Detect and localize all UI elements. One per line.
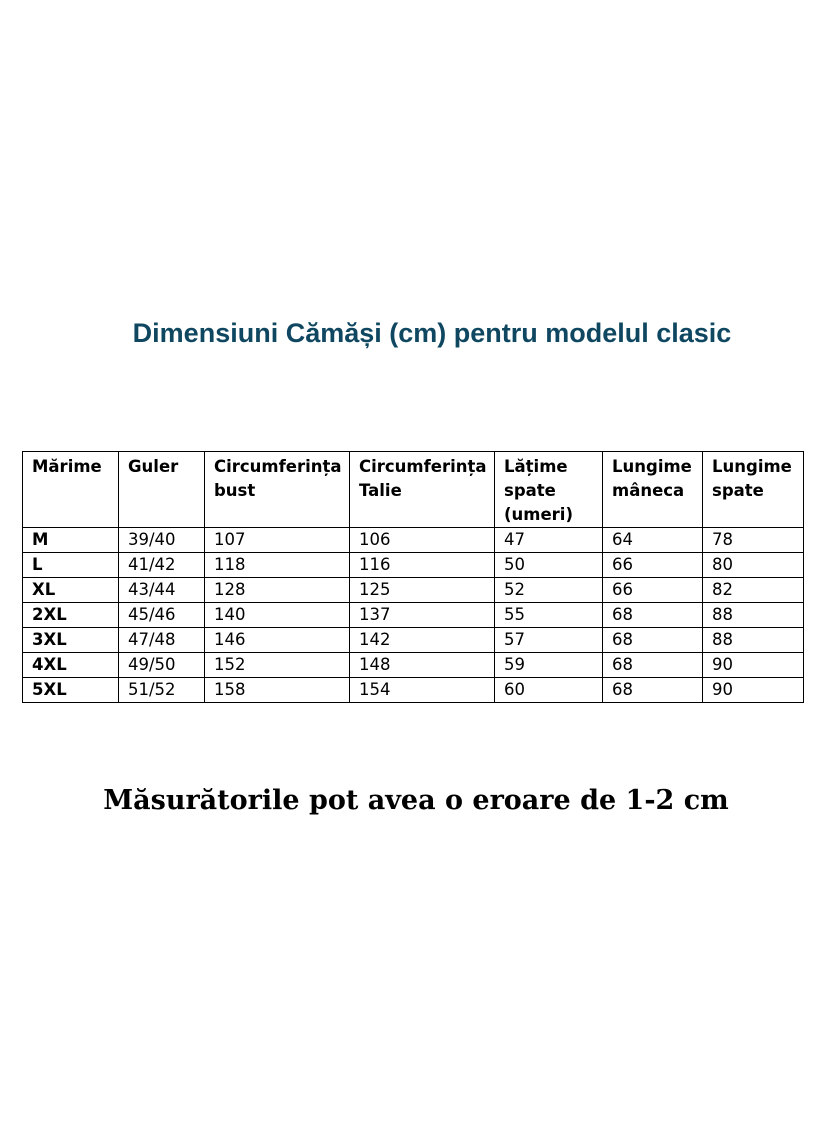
table-row — [23, 603, 804, 628]
cell-collar: 47/48 — [119, 628, 205, 653]
cell-size: 3XL — [23, 628, 119, 653]
table-header-row — [23, 452, 804, 528]
cell-chest: 146 — [205, 628, 350, 653]
size-chart-table — [22, 451, 804, 703]
cell-shoulder: 57 — [495, 628, 603, 653]
table-row — [23, 553, 804, 578]
header-back-length: Lungime spate — [703, 452, 804, 528]
header-chest-circumference: Circumferința bust — [205, 452, 350, 528]
cell-back-length: 90 — [703, 653, 804, 678]
cell-chest: 128 — [205, 578, 350, 603]
table-row — [23, 528, 804, 553]
cell-shoulder: 47 — [495, 528, 603, 553]
cell-collar: 51/52 — [119, 678, 205, 703]
header-collar: Guler — [119, 452, 205, 528]
cell-sleeve: 64 — [603, 528, 703, 553]
cell-collar: 45/46 — [119, 603, 205, 628]
cell-back-length: 90 — [703, 678, 804, 703]
cell-chest: 140 — [205, 603, 350, 628]
cell-collar: 39/40 — [119, 528, 205, 553]
cell-shoulder: 52 — [495, 578, 603, 603]
table-row — [23, 678, 804, 703]
cell-waist: 116 — [350, 553, 495, 578]
cell-sleeve: 66 — [603, 553, 703, 578]
cell-waist: 125 — [350, 578, 495, 603]
cell-size: L — [23, 553, 119, 578]
cell-shoulder: 60 — [495, 678, 603, 703]
table-row — [23, 578, 804, 603]
header-shoulder-width: Lățime spate (umeri) — [495, 452, 603, 528]
cell-size: XL — [23, 578, 119, 603]
cell-sleeve: 68 — [603, 603, 703, 628]
cell-collar: 41/42 — [119, 553, 205, 578]
page-title: Dimensiuni Cămăși (cm) pentru modelul clasic — [132, 318, 732, 348]
cell-shoulder: 50 — [495, 553, 603, 578]
cell-sleeve: 66 — [603, 578, 703, 603]
cell-back-length: 88 — [703, 603, 804, 628]
header-waist-circumference: Circumferința Talie — [350, 452, 495, 528]
cell-back-length: 88 — [703, 628, 804, 653]
cell-chest: 118 — [205, 553, 350, 578]
table-row — [23, 628, 804, 653]
header-sleeve-length: Lungime mâneca — [603, 452, 703, 528]
cell-size: 5XL — [23, 678, 119, 703]
cell-back-length: 82 — [703, 578, 804, 603]
cell-waist: 106 — [350, 528, 495, 553]
cell-waist: 142 — [350, 628, 495, 653]
header-size: Mărime — [23, 452, 119, 528]
cell-chest: 158 — [205, 678, 350, 703]
table-row — [23, 653, 804, 678]
cell-back-length: 78 — [703, 528, 804, 553]
cell-shoulder: 55 — [495, 603, 603, 628]
cell-waist: 137 — [350, 603, 495, 628]
cell-collar: 49/50 — [119, 653, 205, 678]
cell-shoulder: 59 — [495, 653, 603, 678]
cell-sleeve: 68 — [603, 653, 703, 678]
cell-sleeve: 68 — [603, 628, 703, 653]
cell-size: M — [23, 528, 119, 553]
cell-chest: 152 — [205, 653, 350, 678]
cell-waist: 148 — [350, 653, 495, 678]
cell-sleeve: 68 — [603, 678, 703, 703]
cell-size: 4XL — [23, 653, 119, 678]
cell-chest: 107 — [205, 528, 350, 553]
cell-size: 2XL — [23, 603, 119, 628]
measurement-error-note: Măsurătorile pot avea o eroare de 1-2 cm — [103, 785, 729, 816]
cell-back-length: 80 — [703, 553, 804, 578]
cell-waist: 154 — [350, 678, 495, 703]
cell-collar: 43/44 — [119, 578, 205, 603]
